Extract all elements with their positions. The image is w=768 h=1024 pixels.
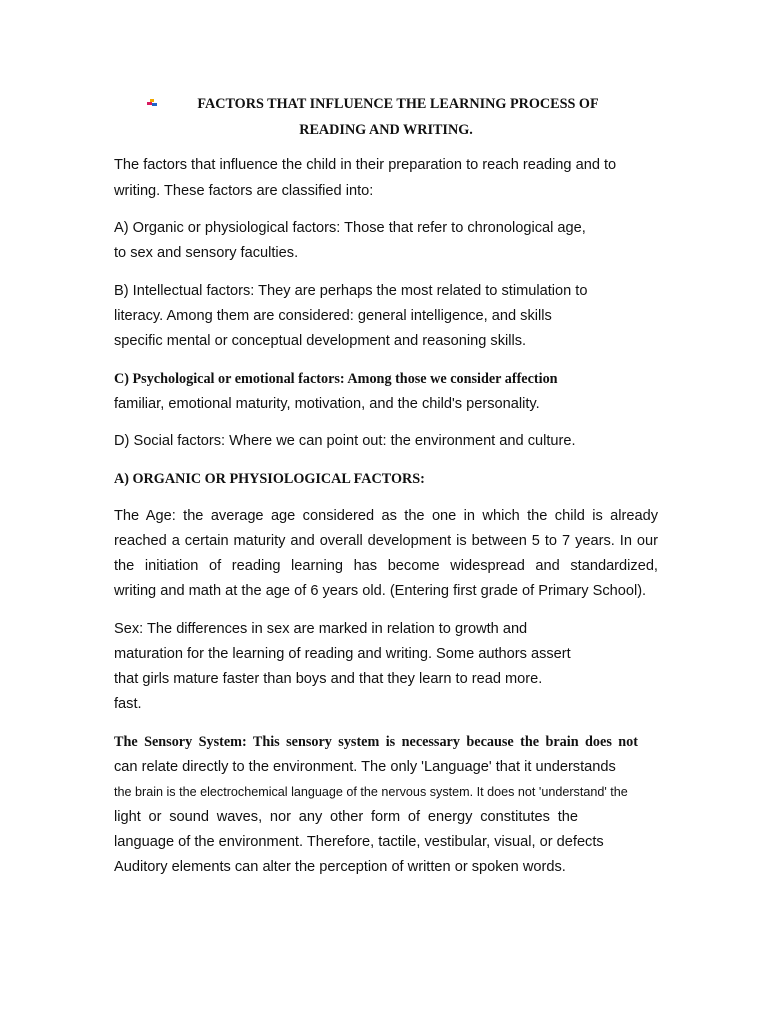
age-line-3: the initiation of reading learning has become widespread and standardized, <box>114 558 658 574</box>
factor-a-line-1: A) Organic or physiological factors: Those that refer to chronological age, <box>114 220 586 236</box>
intro-line-1: The factors that influence the child in their preparation to reach reading and to <box>114 157 617 173</box>
sex-line-4: fast. <box>114 696 142 712</box>
factor-b-line-1: B) Intellectual factors: They are perhaps the most related to stimulation to <box>114 283 588 299</box>
sensory-line-2: can relate directly to the environment. The only 'Language' that it understands <box>114 759 616 775</box>
sex-line-2: maturation for the learning of reading and writing. Some authors assert <box>114 646 571 662</box>
factor-c-line-1: C) Psychological or emotional factors: Among those we consider affection <box>114 371 558 387</box>
title-line-1: FACTORS THAT INFLUENCE THE LEARNING PROCESS OF <box>197 96 599 112</box>
age-line-1: The Age: the average age considered as the one in which the child is already <box>114 508 658 524</box>
sensory-line-4: light or sound waves, nor any other form of energy constitutes the <box>114 809 578 825</box>
sensory-line-1: The Sensory System: This sensory system is necessary because the brain does not <box>114 734 638 750</box>
section-heading-organic: A) ORGANIC OR PHYSIOLOGICAL FACTORS: <box>114 471 425 487</box>
factor-b-line-3: specific mental or conceptual development and reasoning skills. <box>114 333 527 349</box>
sex-line-3: that girls mature faster than boys and that they learn to read more. <box>114 671 543 687</box>
sensory-line-6: Auditory elements can alter the perception of written or spoken words. <box>114 859 566 875</box>
sensory-line-5: language of the environment. Therefore, tactile, vestibular, visual, or defects <box>114 834 604 850</box>
age-line-4: writing and math at the age of 6 years old. (Entering first grade of Primary School). <box>114 583 647 599</box>
intro-line-2: writing. These factors are classified into: <box>114 183 374 199</box>
sex-line-1: Sex: The differences in sex are marked in relation to growth and <box>114 621 528 637</box>
factor-d-line-1: D) Social factors: Where we can point out: the environment and culture. <box>114 433 576 449</box>
sensory-line-3: the brain is the electrochemical language of the nervous system. It does not 'understand' the <box>114 785 628 799</box>
factor-b-line-2: literacy. Among them are considered: general intelligence, and skills <box>114 308 552 324</box>
age-line-2: reached a certain maturity and overall development is between 5 to 7 years. In our <box>114 533 658 549</box>
factor-c-line-2: familiar, emotional maturity, motivation, and the child's personality. <box>114 396 540 412</box>
title-line-2: READING AND WRITING. <box>299 122 473 138</box>
factor-a-line-2: to sex and sensory faculties. <box>114 245 299 261</box>
